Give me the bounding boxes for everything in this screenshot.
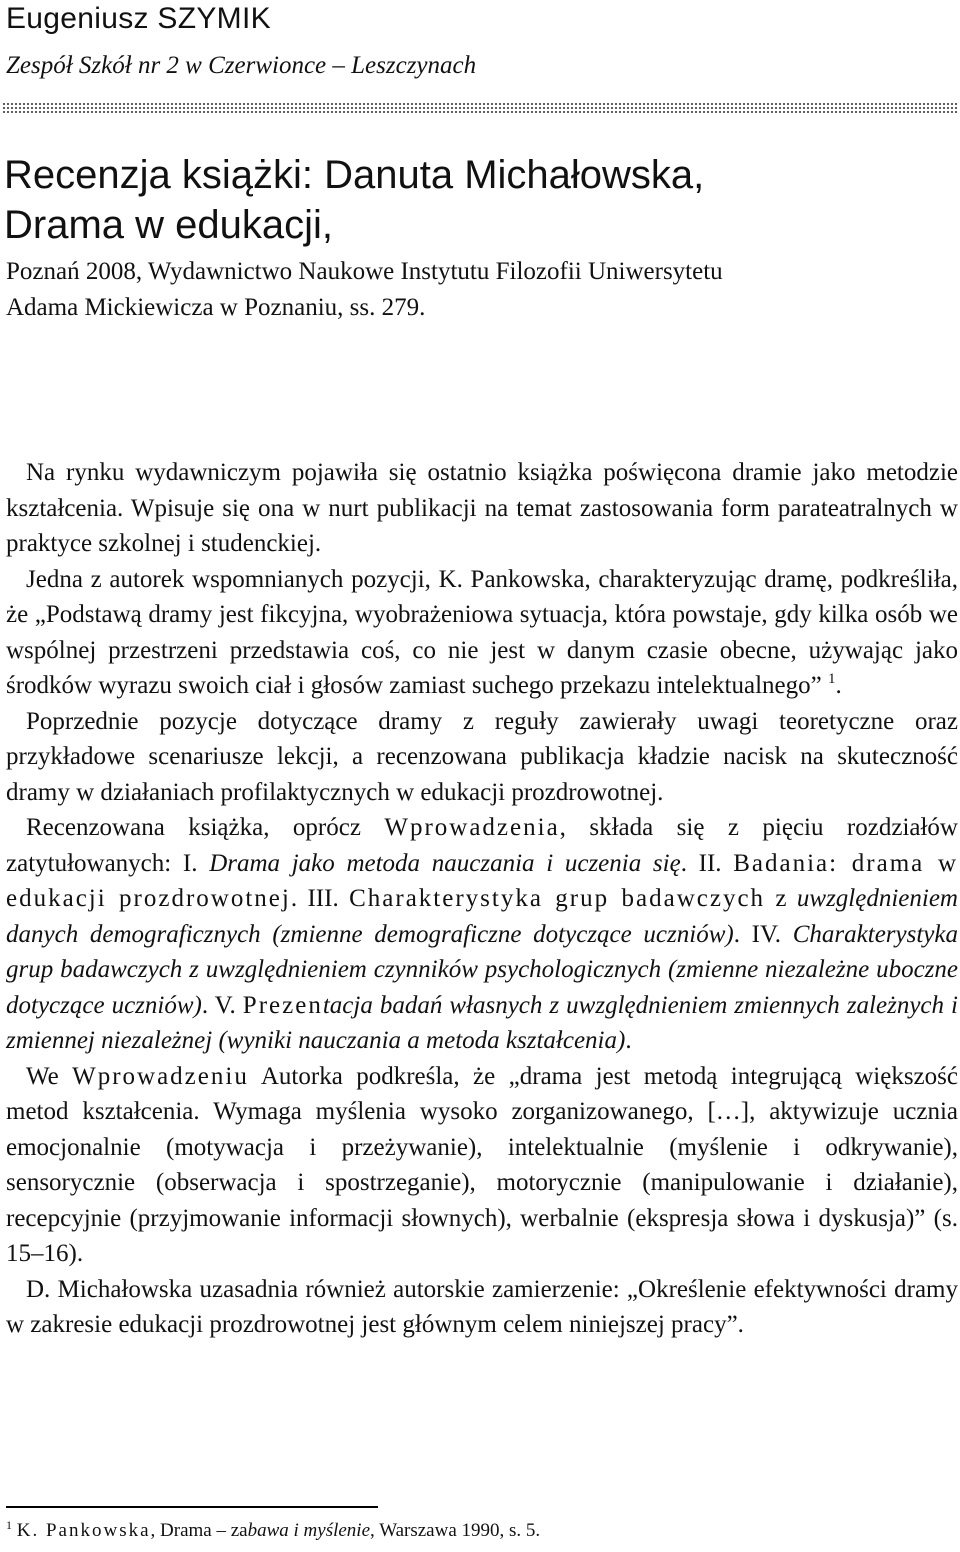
footnote-reference: 1 bbox=[827, 671, 836, 687]
paragraph-1: Na rynku wydawniczym pojawiła się ostatnio książka poświęcona dramie jako metodzie kształcenia. Wpisuje się ona w nurt publikacji na temat zastosowania form parateatralnych w praktyce szkolnej i studenckiej. bbox=[6, 459, 958, 557]
author-name: Eugeniusz SZYMIK bbox=[6, 2, 271, 35]
text-run: We bbox=[26, 1062, 73, 1090]
chapter-title-2: Badania: drama w edukacji prozdrowotnej bbox=[6, 849, 958, 912]
footnote-title-italic: bawa i myślenie bbox=[247, 1520, 371, 1541]
text-run-spaced: Wprowadzeniu bbox=[72, 1062, 249, 1090]
footnote-author: K. Pankowska bbox=[16, 1520, 151, 1541]
review-title-line-1: Recenzja książki: Danuta Michałowska, bbox=[4, 153, 705, 197]
text-run: . V. bbox=[201, 991, 243, 1019]
text-run: . II. bbox=[680, 849, 734, 877]
publication-info-line-2: Adama Mickiewicza w Poznaniu, ss. 279. bbox=[6, 294, 426, 321]
text-run: . IV. bbox=[733, 920, 793, 948]
footnote bbox=[6, 1518, 540, 1544]
publication-info-line-1: Poznań 2008, Wydawnictwo Naukowe Instytutu Filozofii Uniwersytetu bbox=[6, 258, 723, 285]
review-body bbox=[6, 455, 958, 1343]
text-run: . III. bbox=[290, 885, 350, 912]
chapter-title-5b: tacja badań własnych z uwzględnieniem zmiennych zależnych i zmiennej niezależnej (wyniki nauczania a metoda kształcenia) bbox=[6, 991, 958, 1054]
paragraph-3: Poprzednie pozycje dotyczące dramy z reguły zawierały uwagi teoretyczne oraz przykładowe scenariusze lekcji, a recenzowana publikacja kładzie nacisk na skuteczność dramy w działaniach profilaktycznych w edukacji prozdrowotnej. bbox=[6, 707, 958, 806]
text-run: Recenzowana książka, oprócz bbox=[26, 814, 385, 841]
paragraph-6: D. Michałowska uzasadnia również autorskie zamierzenie: „Określenie efektywności dramy w zakresie edukacji prozdrowotnej jest głównym celem niniejszej pracy”. bbox=[6, 1275, 958, 1338]
footnote-divider bbox=[6, 1506, 378, 1508]
chapter-title-5a: Prezen bbox=[242, 991, 323, 1019]
text-run: z bbox=[765, 885, 797, 912]
footnote-title: Drama – za bbox=[160, 1520, 248, 1541]
text-run: . bbox=[625, 1027, 632, 1054]
footnote-number: 1 bbox=[6, 1518, 12, 1532]
author-affiliation: Zespół Szkół nr 2 w Czerwionce – Leszczynach bbox=[6, 52, 477, 79]
paragraph-5 bbox=[6, 1059, 958, 1272]
chapter-title-3b: uwzględnieniem danych demograficznych (zmienne demograficzne dotyczące uczniów) bbox=[6, 885, 958, 948]
paragraph-2-text: Jedna z autorek wspomnianych pozycji, K. Pankowska, charakteryzując dramę, podkreśliła, że „Podstawą dramy jest fikcyjna, wyobrażeniowa sytuacja, która powstaje, gdy kilka osób we wspólnej przestrzeni przedstawia coś, co nie jest w danym czasie obecne, używając jako środków wyrazu swoich ciał i głosów zamiast suchego przekazu intelektualnego” bbox=[6, 565, 958, 699]
publication-info bbox=[6, 254, 956, 326]
chapter-title-1: Drama jako metoda nauczania i uczenia się bbox=[209, 849, 681, 877]
text-run: , składa się z pięciu rozdziałów zatytułowanych: I. bbox=[6, 814, 958, 877]
chapter-title-3a: Charakterystyka grup badawczych bbox=[349, 885, 766, 912]
dotted-divider bbox=[2, 102, 958, 113]
footnote-rest: , Warszawa 1990, s. 5. bbox=[370, 1520, 541, 1541]
review-title-line-2: Drama w edukacji, bbox=[4, 203, 334, 247]
paragraph-2-end: . bbox=[835, 672, 842, 699]
paragraph-2 bbox=[6, 562, 958, 704]
paragraph-4 bbox=[6, 810, 958, 1059]
chapter-title-4: Charakterystyka grup badawczych z uwzględnieniem czynników psychologicznych (zmienne niezależne uboczne dotyczące uczniów) bbox=[6, 920, 958, 1019]
text-run: Autorka podkreśla, że „drama jest metodą integrującą większość metod kształcenia. Wymaga myślenia wysoko zorganizowanego, […], aktywizuje ucznia emocjonalnie (motywacja i przeżywanie), intelektualnie (myślenie i odkrywanie), sensorycznie (obserwacja i spostrzeganie), motorycznie (manipulowanie i działanie), recepcyjnie (przyjmowanie informacji słownych), werbalnie (ekspresja słowa i dyskusja)” (s. 15–16). bbox=[6, 1062, 958, 1267]
text-run-spaced: Wprowadzenia bbox=[384, 814, 560, 841]
footnote-separator: , bbox=[150, 1520, 161, 1541]
review-title bbox=[4, 150, 704, 250]
